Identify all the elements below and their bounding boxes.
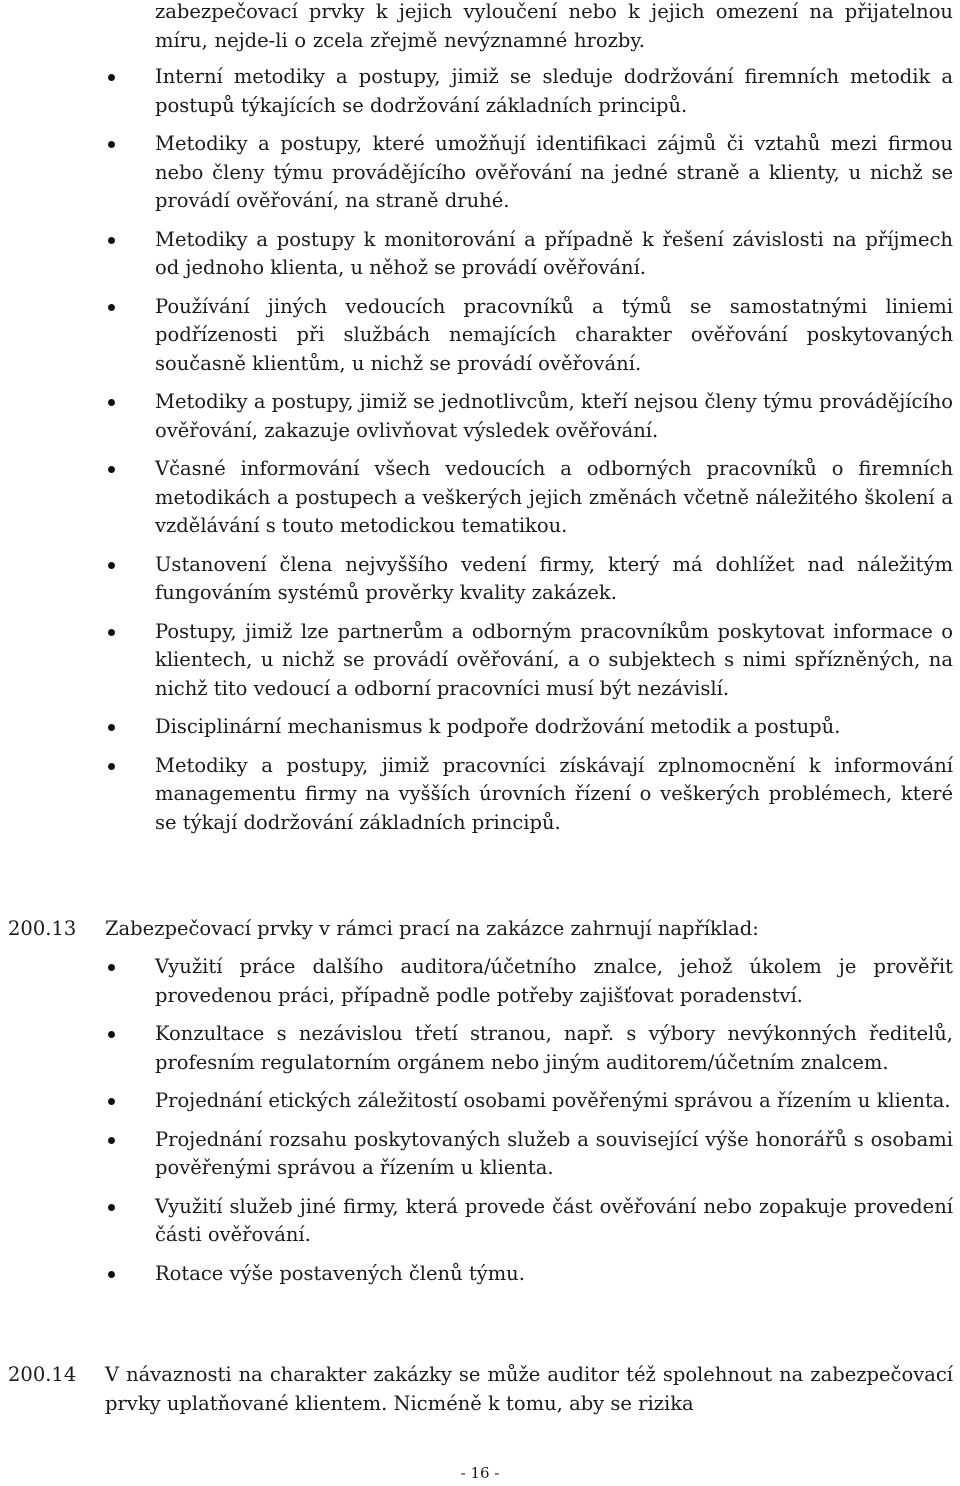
bullet-icon bbox=[108, 562, 115, 569]
bullet-icon bbox=[108, 724, 115, 731]
list-item bbox=[155, 713, 953, 742]
bullet-icon bbox=[108, 1031, 115, 1038]
bullet-list-safeguards-firm bbox=[155, 63, 953, 847]
list-item bbox=[155, 618, 953, 704]
bullet-icon bbox=[108, 304, 115, 311]
bullet-icon bbox=[108, 1137, 115, 1144]
bullet-icon bbox=[108, 237, 115, 244]
list-item bbox=[155, 752, 953, 838]
list-item-text: Konzultace s nezávislou třetí stranou, např. s výbory nevýkonných ředitelů, profesním regulatorním orgánem nebo jiným auditorem/účetním znalcem. bbox=[155, 1022, 953, 1074]
list-item-text: Používání jiných vedoucích pracovníků a týmů se samostatnými liniemi podřízenosti při službách nemajících charakter ověřování poskytovaných současně klientům, u nichž se provádí ověřování. bbox=[155, 294, 953, 375]
list-item bbox=[155, 226, 953, 283]
list-item-text: Využití služeb jiné firmy, která provede část ověřování nebo zopakuje provedení části ověřování. bbox=[155, 1194, 953, 1246]
list-item-text: Využití práce dalšího auditora/účetního znalce, jehož úkolem je prověřit provedenou práci, případně podle potřeby zajišťovat poradenství. bbox=[155, 955, 953, 1007]
list-item-text: Rotace výše postavených členů týmu. bbox=[155, 1261, 525, 1285]
bullet-icon bbox=[108, 399, 115, 406]
bullet-icon bbox=[108, 1271, 115, 1278]
list-item bbox=[155, 130, 953, 216]
list-item-text: Projednání etických záležitostí osobami pověřenými správou a řízením u klienta. bbox=[155, 1089, 951, 1112]
list-item-text: Metodiky a postupy, jimiž se jednotlivcům, kteří nejsou členy týmu provádějícího ověřování, zakazuje ovlivňovat výsledek ověřování. bbox=[155, 390, 953, 442]
bullet-icon bbox=[108, 629, 115, 636]
list-item bbox=[155, 551, 953, 608]
page-number: - 16 - bbox=[460, 1464, 500, 1482]
list-item-text: Metodiky a postupy, které umožňují identifikaci zájmů či vztahů mezi firmou nebo členy týmu provádějícího ověřování na jedné straně a klienty, u nichž se provádí ověřování, na straně druhé. bbox=[155, 132, 953, 212]
section-number: 200.13 bbox=[8, 917, 77, 940]
list-item-text: Metodiky a postupy k monitorování a případně k řešení závislosti na příjmech od jednoho klienta, u něhož se provádí ověřování. bbox=[155, 227, 953, 279]
list-item bbox=[155, 1087, 953, 1116]
list-item-text: Včasné informování všech vedoucích a odborných pracovníků o firemních metodikách a postupech a veškerých jejich změnách včetně náležitého školení a vzdělávání s touto metodickou tematikou. bbox=[155, 457, 953, 537]
list-item bbox=[155, 63, 953, 120]
list-item bbox=[155, 1260, 953, 1289]
continuation-paragraph: zabezpečovací prvky k jejich vyloučení nebo k jejich omezení na přijatelnou míru, nejde-li o zcela zřejmě nevýznamné hrozby. bbox=[155, 0, 953, 52]
list-item-text: Postupy, jimiž lze partnerům a odborným pracovníkům poskytovat informace o klientech, u nichž se provádí ověřování, a o subjektech s nimi spřízněných, na nichž tito vedoucí a odborní pracovníci musí být nezávislí. bbox=[155, 619, 953, 700]
bullet-icon bbox=[108, 1098, 115, 1105]
list-item bbox=[155, 1126, 953, 1183]
list-item-text: Ustanovení člena nejvyššího vedení firmy, který má dohlížet nad náležitým fungováním systémů prověrky kvality zakázek. bbox=[155, 552, 953, 604]
list-item bbox=[155, 953, 953, 1010]
list-item-text: Metodiky a postupy, jimiž pracovníci získávají zplnomocnění k informování managementu firmy na vyšších úrovních řízení o veškerých problémech, které se týkají dodržování základních principů. bbox=[155, 753, 953, 834]
bullet-icon bbox=[108, 141, 115, 148]
bullet-icon bbox=[108, 74, 115, 81]
list-item bbox=[155, 1193, 953, 1250]
list-item bbox=[155, 293, 953, 379]
list-item-text: Projednání rozsahu poskytovaných služeb a související výše honorářů s osobami pověřenými správou a řízením u klienta. bbox=[155, 1127, 953, 1179]
list-item-text: Interní metodiky a postupy, jimiž se sleduje dodržování firemních metodik a postupů týkajících se dodržování základních principů. bbox=[155, 65, 953, 117]
list-item bbox=[155, 1020, 953, 1077]
bullet-icon bbox=[108, 466, 115, 473]
bullet-icon bbox=[108, 1204, 115, 1211]
list-item-text: Disciplinární mechanismus k podpoře dodržování metodik a postupů. bbox=[155, 715, 841, 738]
section-number: 200.14 bbox=[8, 1363, 77, 1386]
bullet-icon bbox=[108, 964, 115, 971]
section-text: V návaznosti na charakter zakázky se může auditor též spolehnout na zabezpečovací prvky uplatňované klientem. Nicméně k tomu, aby se rizika bbox=[105, 1363, 953, 1415]
bullet-list-engagement-safeguards bbox=[155, 953, 953, 1298]
section-text: Zabezpečovací prvky v rámci prací na zakázce zahrnují například: bbox=[105, 917, 759, 940]
list-item bbox=[155, 388, 953, 445]
list-item bbox=[155, 455, 953, 541]
bullet-icon bbox=[108, 763, 115, 770]
